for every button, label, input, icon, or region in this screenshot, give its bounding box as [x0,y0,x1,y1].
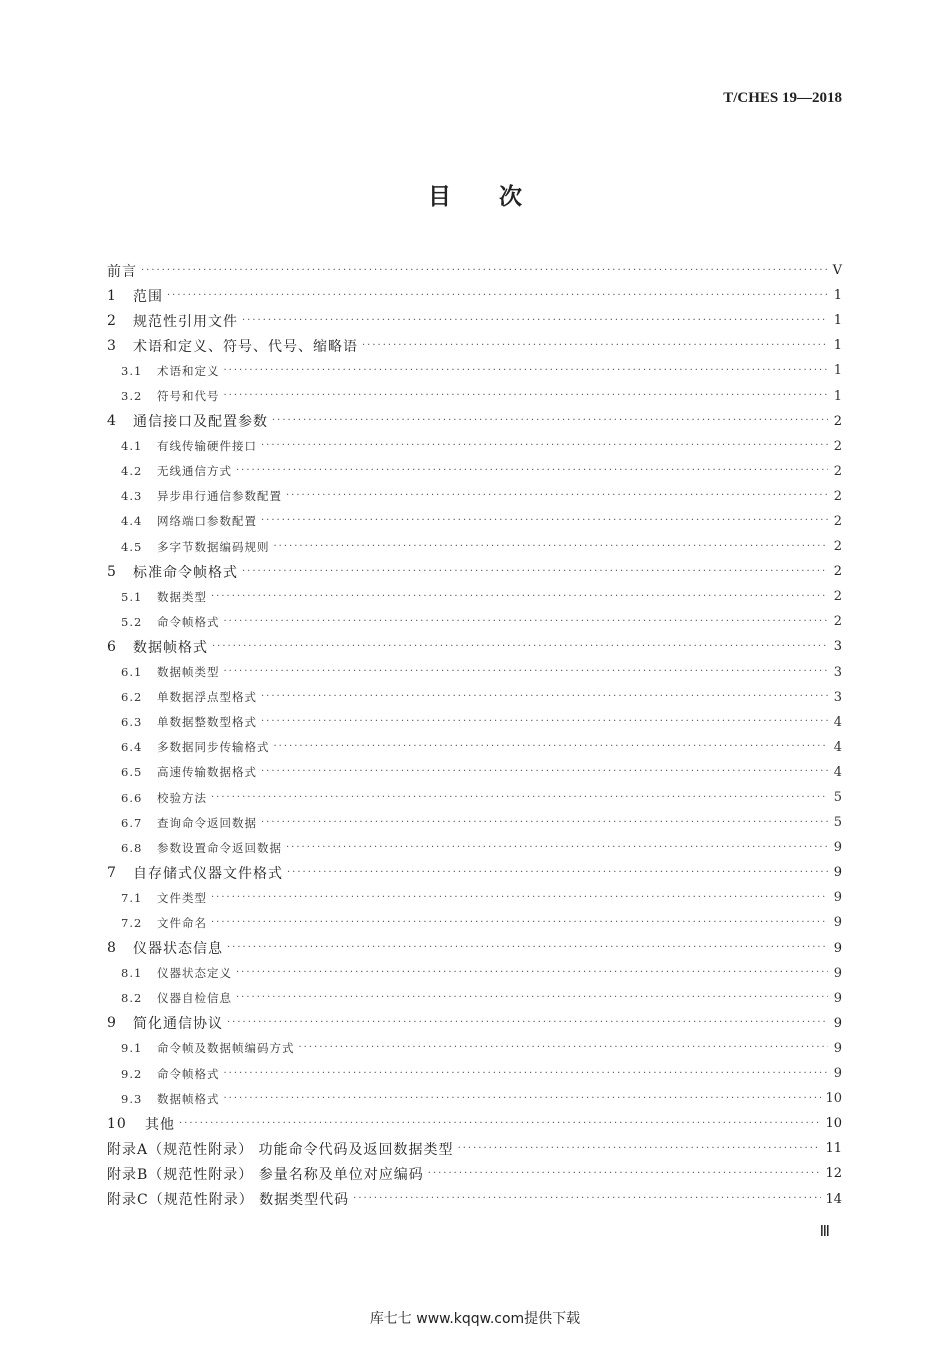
toc-entry-label: 命令帧格式 [157,614,220,629]
toc-entry[interactable] [107,660,842,685]
toc-entry-page: 5 [833,790,842,806]
toc-entry-page: 10 [825,1091,842,1107]
toc-entry-page: 9 [833,1040,842,1056]
dot-leader [261,516,828,526]
toc-entry[interactable] [107,383,842,408]
page-title: 目次 [428,184,570,210]
dot-leader [458,1144,822,1154]
toc-entry[interactable] [107,1161,842,1186]
toc-entry-label: 附录A（规范性附录） 功能命令代码及返回数据类型 [107,1141,454,1158]
toc-entry-label: 数据类型 [157,589,207,604]
toc-entry[interactable] [107,434,842,459]
toc-entry-page: 9 [833,915,842,931]
toc-entry[interactable] [107,283,842,308]
toc-entry[interactable] [107,1086,842,1111]
toc-entry-number: 4 [107,413,117,430]
toc-entry-label: 通信接口及配置参数 [133,414,268,431]
toc-entry-number: 6.5 [121,765,143,780]
toc-entry-label: 范围 [133,288,163,305]
toc-entry-label: 单数据整数型格式 [157,715,257,730]
toc-entry[interactable] [107,936,842,961]
dot-leader [274,542,829,552]
dot-leader [236,466,828,476]
toc-entry-number: 8 [107,940,117,957]
toc-entry-page: 1 [833,363,842,379]
toc-entry[interactable] [107,910,842,935]
dot-leader [211,918,828,928]
toc-entry-number: 7.2 [121,915,143,930]
dot-leader [261,692,828,702]
dot-leader [211,592,828,602]
toc-entry-number: 4.4 [121,514,143,529]
toc-entry[interactable] [107,810,842,835]
toc-entry-label: 校验方法 [157,790,207,805]
toc-entry-label: 多数据同步传输格式 [157,740,270,755]
toc-entry[interactable] [107,609,842,634]
dot-leader [299,1043,829,1053]
dot-leader [428,1169,822,1179]
dot-leader [261,717,828,727]
toc-entry-label: 高速传输数据格式 [157,765,257,780]
dot-leader [224,1094,822,1104]
toc-entry-label: 规范性引用文件 [133,313,238,330]
toc-entry-number: 10 [107,1115,127,1132]
toc-entry-label: 文件类型 [157,890,207,905]
dot-leader [224,667,829,677]
toc-entry-page: 9 [833,865,842,881]
dot-leader [179,1119,821,1129]
dot-leader [224,617,829,627]
toc-entry[interactable] [107,1186,842,1211]
toc-entry[interactable] [107,860,842,885]
toc-entry[interactable] [107,1061,842,1086]
toc-entry-page: 4 [833,764,842,780]
toc-entry[interactable] [107,1136,842,1161]
toc-entry-number: 7.1 [121,890,143,905]
toc-entry-label: 符号和代号 [157,389,220,404]
dot-leader [261,767,828,777]
toc-entry-number: 4.2 [121,464,143,479]
toc-entry-label: 无线通信方式 [157,464,232,479]
dot-leader [242,316,828,326]
toc-entry-label: 异步串行通信参数配置 [157,489,282,504]
toc-entry-number: 5.1 [121,589,143,604]
toc-entry-number: 2 [107,312,117,329]
toc-entry-page: 2 [833,488,842,504]
toc-entry[interactable] [107,484,842,509]
dot-leader [236,993,828,1003]
toc-entry-label: 文件命名 [157,915,207,930]
toc-entry-number: 4.1 [121,439,143,454]
toc-entry-page: 1 [833,313,842,329]
toc-entry-number: 6.7 [121,815,143,830]
toc-entry[interactable] [107,1036,842,1061]
toc-entry[interactable] [107,710,842,735]
toc-entry-page: 2 [833,539,842,555]
toc-entry-label: 附录B（规范性附录） 参量名称及单位对应编码 [107,1166,424,1183]
toc-entry-label: 数据帧格式 [157,1091,220,1106]
toc-entry-number: 4.3 [121,489,143,504]
toc-entry-label: 命令帧格式 [157,1066,220,1081]
toc-entry-number: 6 [107,638,117,655]
toc-entry[interactable] [107,785,842,810]
toc-entry[interactable] [107,258,842,283]
toc-entry[interactable] [107,584,842,609]
toc-entry-page: 5 [833,815,842,831]
dot-leader [362,341,828,351]
dot-leader [224,391,829,401]
toc-entry[interactable] [107,559,842,584]
toc-entry-label: 查询命令返回数据 [157,815,257,830]
toc-entry-label: 数据帧格式 [133,639,208,656]
toc-entry-page: 4 [833,739,842,755]
toc-entry-page: 9 [833,1066,842,1082]
dot-leader [242,567,828,577]
toc-entry-page: 9 [833,1015,842,1031]
dot-leader [227,1018,828,1028]
standard-code: T/CHES 19—2018 [723,90,842,106]
toc-entry-page: 1 [833,338,842,354]
dot-leader [211,893,828,903]
toc-entry-page: 2 [833,589,842,605]
toc-entry-page: 2 [833,614,842,630]
toc-entry[interactable] [107,634,842,659]
toc-entry[interactable] [107,885,842,910]
toc-entry-page: 1 [833,288,842,304]
toc-entry-number: 4.5 [121,539,143,554]
toc-entry-label: 标准命令帧格式 [133,564,238,581]
dot-leader [224,366,829,376]
toc-entry-label: 单数据浮点型格式 [157,690,257,705]
toc-entry-page: 9 [833,965,842,981]
toc-entry-number: 5 [107,563,117,580]
toc-entry-number: 7 [107,864,117,881]
toc-entry-number: 9.1 [121,1041,143,1056]
toc-entry-number: 9 [107,1015,117,1032]
dot-leader [211,793,828,803]
toc-entry-number: 6.3 [121,715,143,730]
toc-entry-page: 11 [825,1141,842,1157]
toc-entry-page: 2 [833,513,842,529]
toc-entry-page: 1 [833,388,842,404]
toc-entry[interactable] [107,308,842,333]
toc-entry-page: 12 [825,1166,842,1182]
toc-entry-number: 8.1 [121,966,143,981]
toc-entry-page: 2 [833,564,842,580]
toc-entry[interactable] [107,735,842,760]
dot-leader [272,416,828,426]
dot-leader [227,943,828,953]
toc-entry-label: 命令帧及数据帧编码方式 [157,1041,295,1056]
dot-leader [287,868,828,878]
dot-leader [224,1069,829,1079]
toc-entry-number: 1 [107,287,117,304]
download-footer: 库七七 www.kqqw.com提供下载 [369,1311,581,1327]
toc-entry-page: 4 [833,714,842,730]
toc-entry-page: 9 [833,840,842,856]
dot-leader [236,968,828,978]
toc-entry[interactable] [107,961,842,986]
toc-entry-label: 术语和定义 [157,363,220,378]
toc-entry-number: 6.6 [121,790,143,805]
toc-entry[interactable] [107,358,842,383]
dot-leader [353,1194,821,1204]
toc-entry-page: 2 [833,463,842,479]
toc-entry-page: 3 [833,639,842,655]
dot-leader [261,818,828,828]
toc-entry-label: 多字节数据编码规则 [157,539,270,554]
dot-leader [286,843,828,853]
toc-entry-label: 网络端口参数配置 [157,514,257,529]
toc-entry-page: 10 [825,1116,842,1132]
toc-entry-page: 3 [833,664,842,680]
toc-entry[interactable] [107,685,842,710]
toc-entry-label: 仪器状态定义 [157,966,232,981]
toc-entry-page: 2 [833,438,842,454]
toc-entry-number: 3.2 [121,389,143,404]
dot-leader [212,642,828,652]
toc-entry-label: 仪器自检信息 [157,991,232,1006]
toc-entry-label: 数据帧类型 [157,665,220,680]
toc-entry-number: 3.1 [121,363,143,378]
table-of-contents [107,258,842,1212]
toc-entry[interactable] [107,1011,842,1036]
toc-entry-label: 仪器状态信息 [133,941,223,958]
toc-entry-label: 前言 [107,263,137,280]
toc-entry-page: 9 [833,990,842,1006]
toc-entry-label: 其他 [145,1116,175,1133]
toc-entry-page: V [832,263,842,279]
toc-entry[interactable] [107,760,842,785]
dot-leader [261,441,828,451]
toc-entry[interactable] [107,459,842,484]
toc-entry-page: 14 [825,1191,842,1207]
toc-entry-number: 6.2 [121,690,143,705]
toc-entry-page: 9 [833,890,842,906]
toc-entry-label: 简化通信协议 [133,1016,223,1033]
dot-leader [274,742,829,752]
toc-entry-label: 参数设置命令返回数据 [157,840,282,855]
toc-entry-number: 6.8 [121,840,143,855]
dot-leader [141,266,828,276]
toc-entry-number: 5.2 [121,614,143,629]
toc-entry-number: 8.2 [121,991,143,1006]
toc-entry-page: 9 [833,940,842,956]
page-number: Ⅲ [819,1224,830,1240]
toc-entry-label: 附录C（规范性附录） 数据类型代码 [107,1192,350,1209]
toc-entry-number: 9.2 [121,1066,143,1081]
toc-entry[interactable] [107,1111,842,1136]
toc-entry[interactable] [107,986,842,1011]
toc-entry[interactable] [107,509,842,534]
toc-entry-label: 术语和定义、符号、代号、缩略语 [133,338,358,355]
toc-entry[interactable] [107,409,842,434]
toc-entry-number: 6.1 [121,665,143,680]
dot-leader [167,291,828,301]
toc-entry-page: 2 [833,413,842,429]
toc-entry-number: 6.4 [121,740,143,755]
toc-entry[interactable] [107,333,842,358]
toc-entry-number: 9.3 [121,1091,143,1106]
toc-entry[interactable] [107,534,842,559]
toc-entry-page: 3 [833,689,842,705]
toc-entry-label: 有线传输硬件接口 [157,439,257,454]
toc-entry[interactable] [107,835,842,860]
dot-leader [286,491,828,501]
toc-entry-label: 自存储式仪器文件格式 [133,865,283,882]
toc-entry-number: 3 [107,337,117,354]
